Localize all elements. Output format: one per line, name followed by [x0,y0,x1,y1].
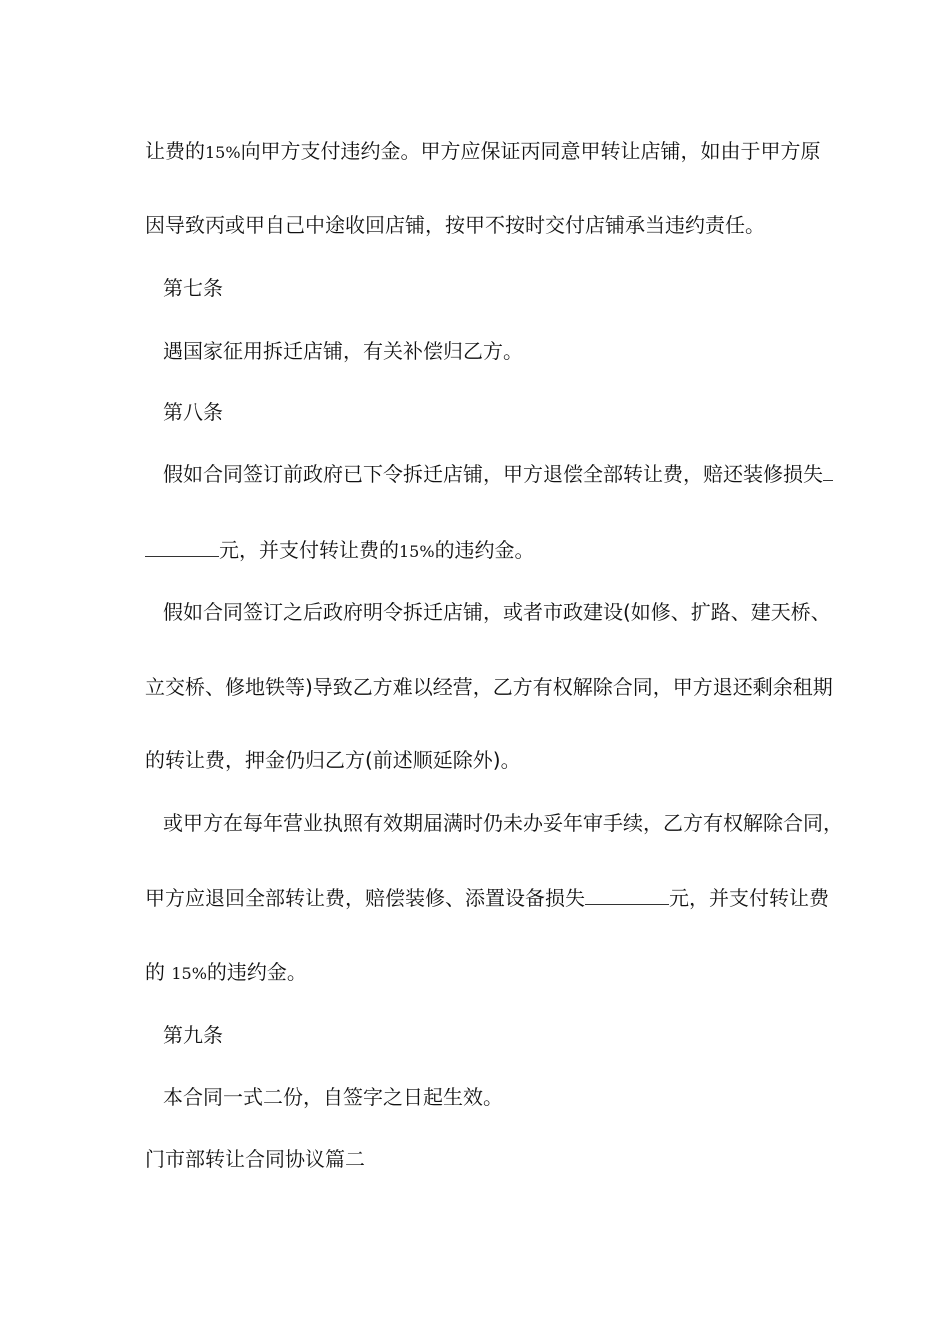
paragraph-line: 遇国家征用拆迁店铺，有关补偿归乙方。 [163,339,523,363]
fill-in-blank [585,886,669,905]
paragraph-line: 甲方应退回全部转让费，赔偿装修、添置设备损失 元，并支付转让费 [145,886,829,910]
fill-in-blank [823,462,833,481]
paragraph-line: 元，并支付转让费的15%的违约金。 [145,536,535,566]
article-heading-7: 第七条 [163,276,223,300]
paragraph-line: 或甲方在每年营业执照有效期届满时仍未办妥年审手续，乙方有权解除合同， [163,811,843,835]
paragraph-line: 假如合同签订之后政府明令拆迁店铺，或者市政建设(如修、扩路、建天桥、 [163,600,831,624]
section-title: 门市部转让合同协议篇二 [145,1147,365,1171]
paragraph-line: 让费的15%向甲方支付违约金。甲方应保证丙同意甲转让店铺，如由于甲方原 [145,139,821,163]
paragraph-line: 假如合同签订前政府已下令拆迁店铺，甲方退偿全部转让费，赔还装修损失 [163,460,833,488]
paragraph-line: 本合同一式二份，自签字之日起生效。 [163,1085,503,1109]
article-heading-8: 第八条 [163,400,223,424]
paragraph-line: 的转让费，押金仍归乙方(前述顺延除外)。 [145,748,521,772]
paragraph-line: 的 15%的违约金。 [145,960,307,984]
paragraph-line: 立交桥、修地铁等)导致乙方难以经营，乙方有权解除合同，甲方退还剩余租期 [145,675,833,699]
article-heading-9: 第九条 [163,1023,223,1047]
paragraph-line: 因导致丙或甲自己中途收回店铺，按甲不按时交付店铺承当违约责任。 [145,213,765,237]
fill-in-blank [145,538,219,557]
